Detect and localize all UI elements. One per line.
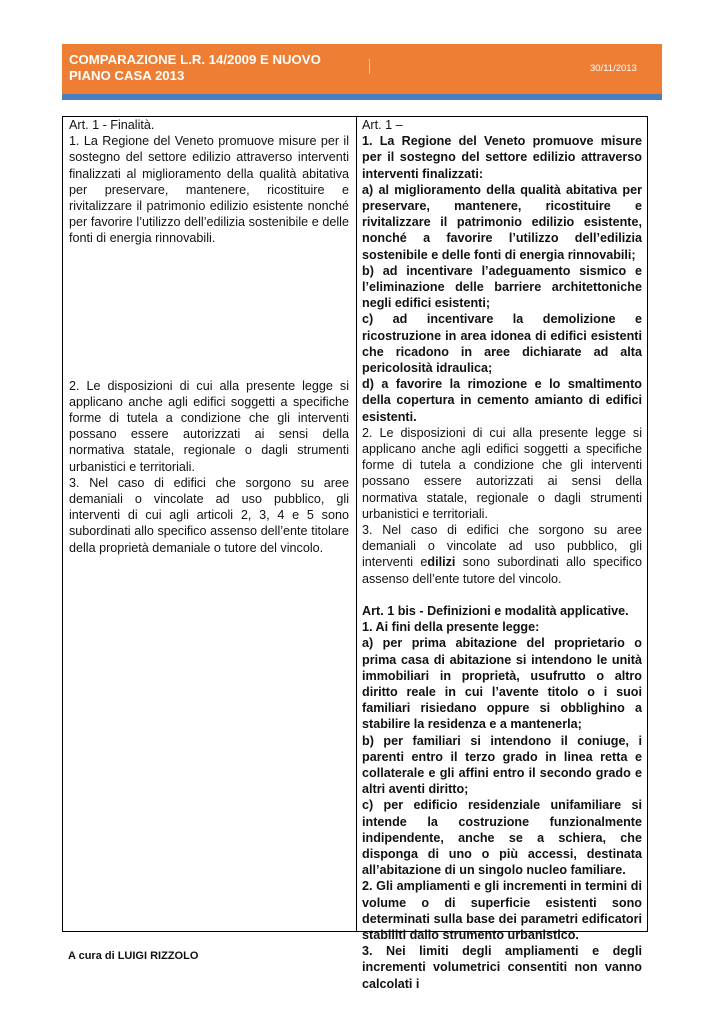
right-bis-paragraph-2: 2. Gli ampliamenti e gli incrementi in termini di volume o di superficie esistenti sono determinati sulla base dei parametri edificatori stabiliti dallo strumento urbanistico. [362,879,642,942]
right-paragraph-1: 1. La Regione del Veneto promuove misure per il sostegno del settore edilizio attraverso interventi finalizzati: [362,134,642,181]
left-art1-title: Art. 1 - Finalità. [69,118,155,132]
right-item-c: c) ad incentivare la demolizione e ricostruzione in area idonea di edifici esistenti che ricadono in aree dichiarate ad alta pericolosità idraulica; [362,312,642,376]
right-bis-item-a: a) per prima abitazione del proprietario o prima casa di abitazione si intendono le unità immobiliari in proprietà, usufrutto o altro diritto reale in cui l’avente titolo o i suoi familiari risiedano oppure si obblighino a stabilire la residenza e a mantenerla; [362,636,642,732]
right-p3-before: 3. Nel caso di edifici che sorgono su aree demaniali o vincolate ad uso pubblico, gli interventi e [362,523,642,570]
right-art1bis-title: Art. 1 bis - Definizioni e modalità applicative. [362,603,629,618]
right-p3-after: sono subordinati allo specifico assenso dell’ente tutore del vincolo. [362,555,642,586]
right-art1-title: Art. 1 – [362,118,403,132]
left-paragraph-3: 3. Nel caso di edifici che sorgono su aree demaniali o vincolate ad uso pubblico, gli interventi di cui agli articoli 2, 3, 4 e 5 sono subordinati allo specifico assenso dell’ente titolare della proprietà demaniale o tutore del vincolo. [69,475,349,555]
left-column-old-law [69,117,349,556]
right-item-a: a) al miglioramento della qualità abitativa per preservare, mantenere, ricostituire e rivitalizzare il patrimonio edilizio esistente, nonché a favorire l’utilizzo dell’edilizia sostenibile e delle fonti di energia rinnovabili; [362,182,642,262]
header-accent-stripe [62,94,662,100]
right-item-d: d) a favorire la rimozione e lo smaltimento della copertura in cemento amianto di edifici esistenti. [362,377,642,424]
right-item-b: b) ad incentivare l’adeguamento sismico e l’eliminazione delle barriere architettoniche negli edifici esistenti; [362,263,642,311]
right-bis-item-c: c) per edificio residenziale unifamiliare si intende la costruzione funzionalmente indipendente, anche se a schiera, che disponga di uno o più accessi, destinata all’abitazione di un singolo nucleo familiare. [362,798,642,878]
right-gap [362,587,642,603]
document-title: COMPARAZIONE L.R. 14/2009 E NUOVO PIANO CASA 2013 [69,52,321,83]
right-paragraph-3 [362,522,642,587]
left-paragraph-1: 1. La Regione del Veneto promuove misure per il sostegno del settore edilizio attraverso interventi finalizzati al miglioramento della qualità abitativa per preservare, mantenere, ricostituire e rivitalizzare il patrimonio edilizio esistente nonché per favorire l’utilizzo dell’edilizia sostenibile e delle fonti di energia rinnovabili. [69,134,349,246]
header-divider [369,59,370,74]
right-bis-paragraph-1: 1. Ai fini della presente legge: [362,620,540,635]
right-p3-bold: dilizi [427,555,456,570]
document-date: 30/11/2013 [590,63,637,74]
left-paragraph-2: 2. Le disposizioni di cui alla presente legge si applicano anche agli edifici soggetti a specifiche forme di tutela a condizione che gli interventi possano essere autorizzati ai sensi della normativa statale, regionale o dagli strumenti urbanistici e territoriali. [69,378,349,474]
right-paragraph-2: 2. Le disposizioni di cui alla presente legge si applicano anche agli edifici soggetti a specifiche forme di tutela a condizione che gli interventi possano essere autorizzati ai sensi della normativa statale, regionale o dagli strumenti urbanistici e territoriali. [362,425,642,521]
column-divider [356,117,357,931]
right-bis-paragraph-3: 3. Nei limiti degli ampliamenti e degli incrementi volumetrici consentiti non vanno calcolati i [362,944,642,991]
right-column-new-law [362,117,642,992]
left-spacer [69,247,349,378]
right-bis-item-b: b) per familiari si intendono il coniuge, i parenti entro il terzo grado in linea retta e collaterale e gli affini entro il secondo grado e altri aventi diritto; [362,733,642,797]
footer-author: A cura di LUIGI RIZZOLO [68,950,199,962]
